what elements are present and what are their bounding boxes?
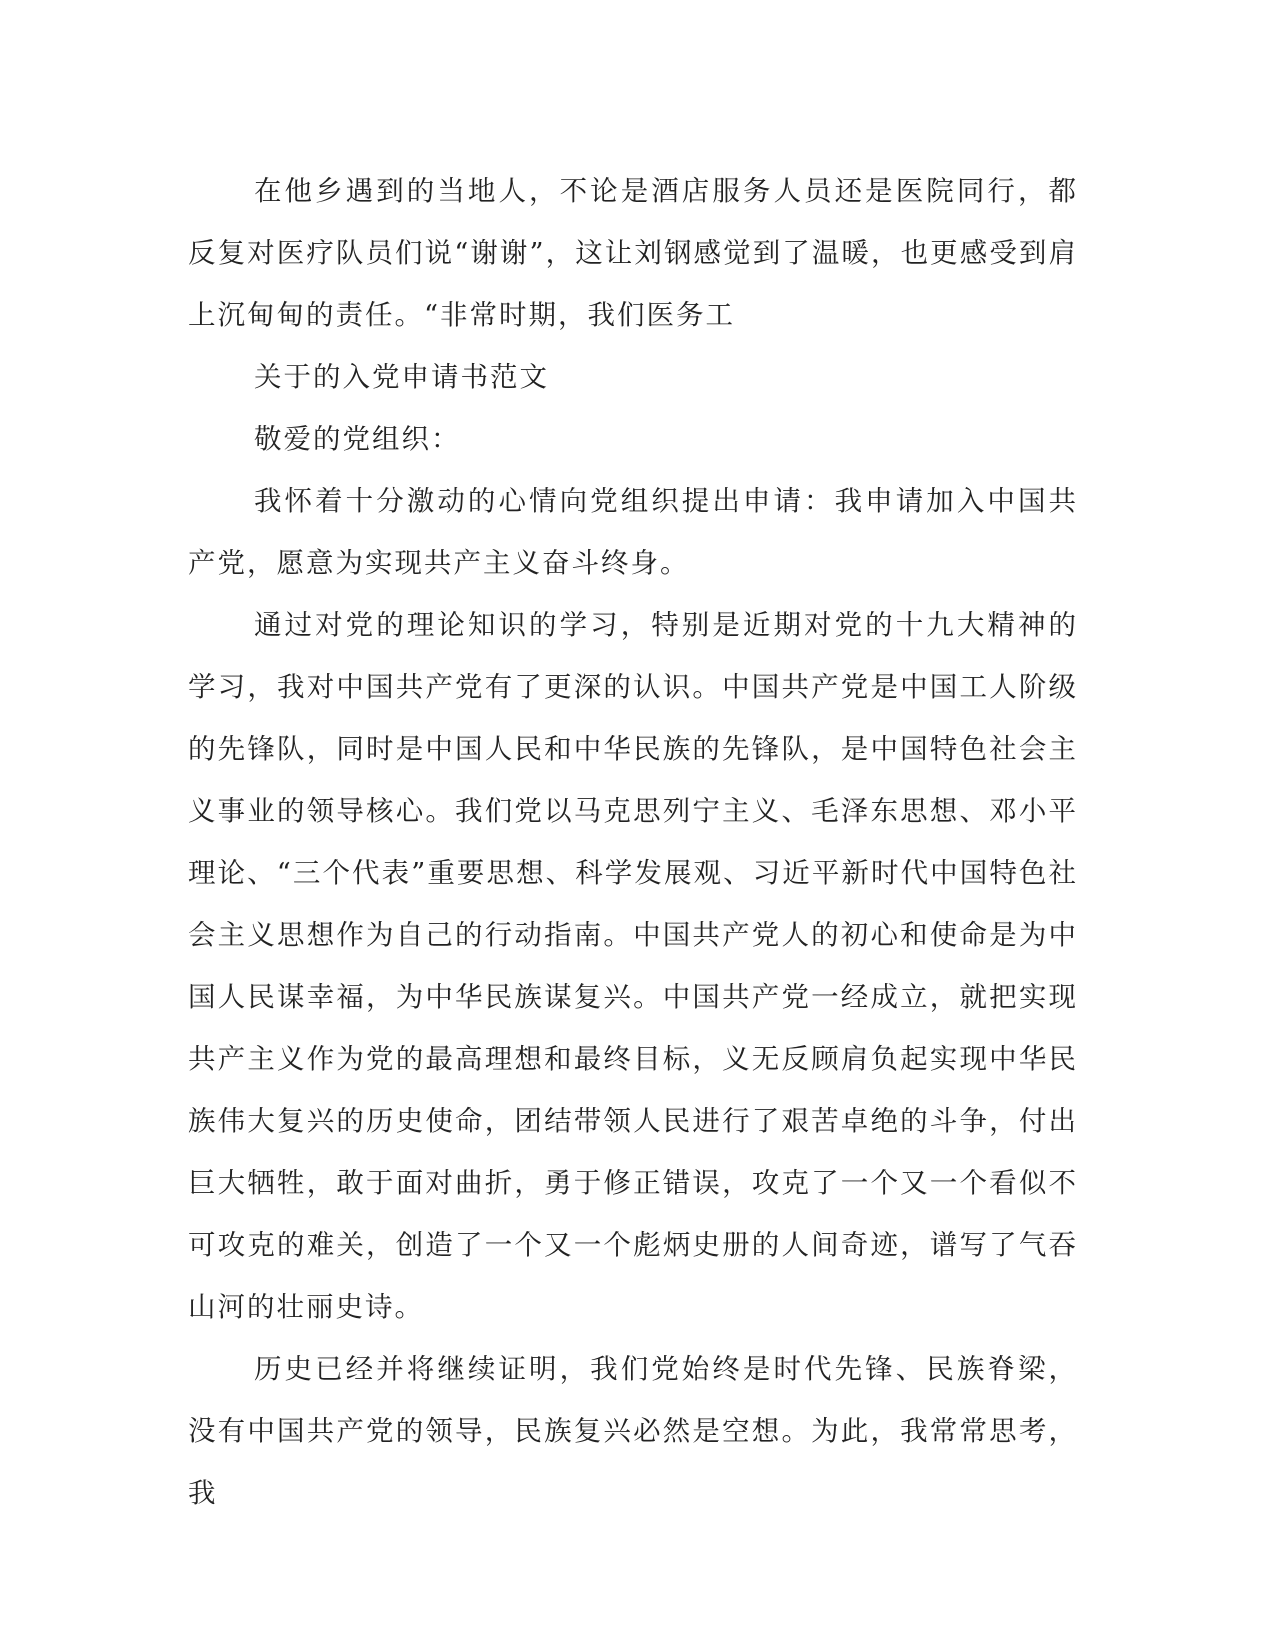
document-title: 关于的入党申请书范文 xyxy=(254,361,549,393)
paragraph-application: 我怀着十分激动的心情向党组织提出申请：我申请加入中国共产党，愿意为实现共产主义奋斗终身。 xyxy=(188,485,1078,579)
paragraph-intro-continuation: 在他乡遇到的当地人，不论是酒店服务人员还是医院同行，都反复对医疗队员们说“谢谢”，这让刘钢感觉到了温暖，也更感受到肩上沉甸甸的责任。“非常时期，我们医务工 xyxy=(188,175,1078,331)
paragraph-history: 历史已经并将继续证明，我们党始终是时代先锋、民族脊梁，没有中国共产党的领导，民族复兴必然是空想。为此，我常常思考，我 xyxy=(188,1353,1078,1509)
paragraph-party-understanding: 通过对党的理论知识的学习，特别是近期对党的十九大精神的学习，我对中国共产党有了更深的认识。中国共产党是中国工人阶级的先锋队，同时是中国人民和中华民族的先锋队，是中国特色社会主义事业的领导核心。我们党以马克思列宁主义、毛泽东思想、邓小平理论、“三个代表”重要思想、科学发展观、习近平新时代中国特色社会主义思想作为自己的行动指南。中国共产党人的初心和使命是为中国人民谋幸福，为中华民族谋复兴。中国共产党一经成立，就把实现共产主义作为党的最高理想和最终目标，义无反顾肩负起实现中华民族伟大复兴的历史使命，团结带领人民进行了艰苦卓绝的斗争，付出巨大牺牲，敢于面对曲折，勇于修正错误，攻克了一个又一个看似不可攻克的难关，创造了一个又一个彪炳史册的人间奇迹，谱写了气吞山河的壮丽史诗。 xyxy=(188,609,1078,1323)
salutation: 敬爱的党组织： xyxy=(254,423,461,455)
document-body xyxy=(188,160,1078,1524)
